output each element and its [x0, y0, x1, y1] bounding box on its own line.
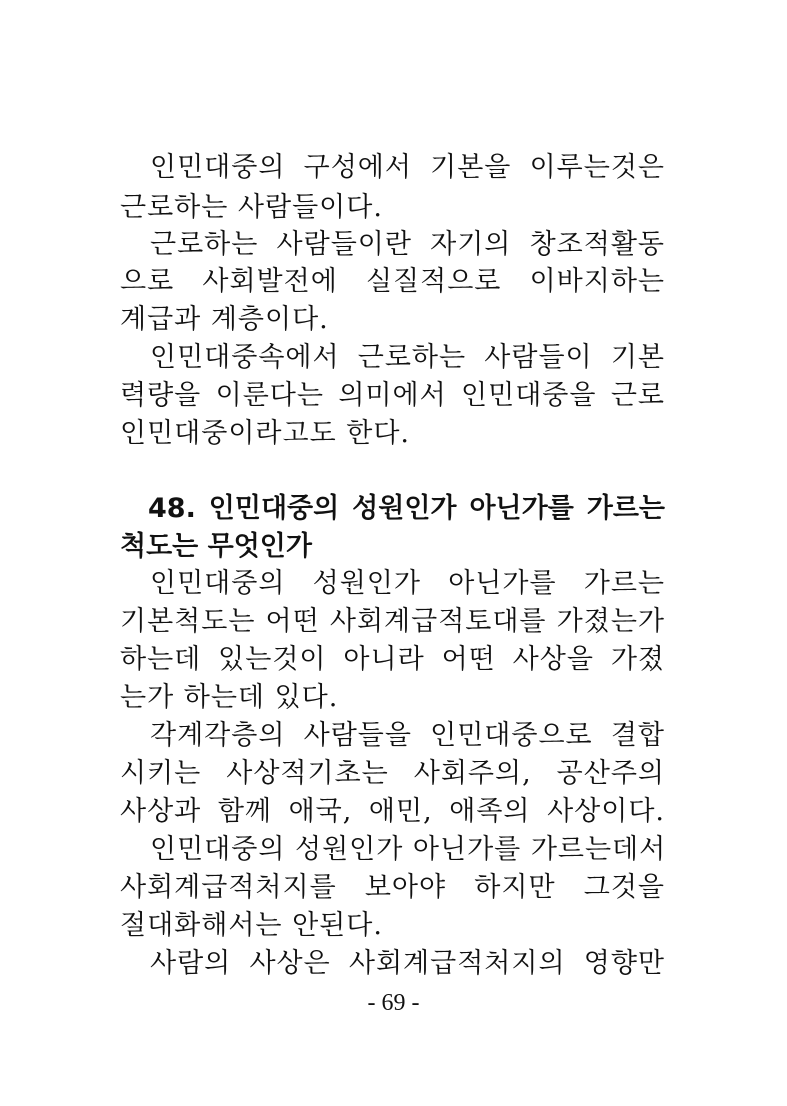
paragraph-3-line-3: 인민대중이라고도 한다. [120, 418, 410, 449]
paragraph-1-line-2: 근로하는 사람들이다. [120, 192, 383, 223]
paragraph-2-line-1: 근로하는 사람들이란 자기의 창조적활동 [150, 229, 665, 260]
page-number: - 69 - [367, 990, 420, 1016]
section-paragraph-1-line-4: 는가 하는데 있다. [120, 682, 339, 713]
section-paragraph-1-line-3: 하는데 있는것이 아니라 어떤 사상을 가졌 [120, 644, 665, 675]
section-paragraph-1-line-2: 기본척도는 어떤 사회계급적토대를 가졌는가 [120, 606, 665, 637]
paragraph-3-line-1: 인민대중속에서 근로하는 사람들이 기본 [150, 342, 665, 373]
section-paragraph-2-line-2: 시키는 사상적기초는 사회주의, 공산주의 [120, 758, 665, 789]
section-paragraph-1-line-1: 인민대중의 성원인가 아닌가를 가르는 [150, 568, 665, 599]
section-paragraph-3-line-1: 인민대중의 성원인가 아닌가를 가르는데서 [150, 834, 667, 865]
section-paragraph-3-line-2: 사회계급적처지를 보아야 하지만 그것을 [120, 872, 665, 903]
section-heading-line-1: 48. 인민대중의 성원인가 아닌가를 가르는 [148, 493, 665, 524]
paragraph-1-line-1: 인민대중의 구성에서 기본을 이루는것은 [150, 152, 665, 183]
section-paragraph-2-line-1: 각계각층의 사람들을 인민대중으로 결합 [150, 720, 665, 751]
paragraph-3-line-2: 력량을 이룬다는 의미에서 인민대중을 근로 [120, 380, 665, 411]
section-paragraph-4-line-1: 사람의 사상은 사회계급적처지의 영향만 [150, 948, 665, 979]
section-paragraph-3-line-3: 절대화해서는 안된다. [120, 910, 383, 941]
paragraph-2-line-3: 계급과 계층이다. [120, 304, 329, 335]
paragraph-2-line-2: 으로 사회발전에 실질적으로 이바지하는 [120, 266, 665, 297]
section-heading-line-2: 척도는 무엇인가 [120, 531, 312, 562]
section-paragraph-2-line-3: 사상과 함께 애국, 애민, 애족의 사상이다. [120, 796, 665, 827]
